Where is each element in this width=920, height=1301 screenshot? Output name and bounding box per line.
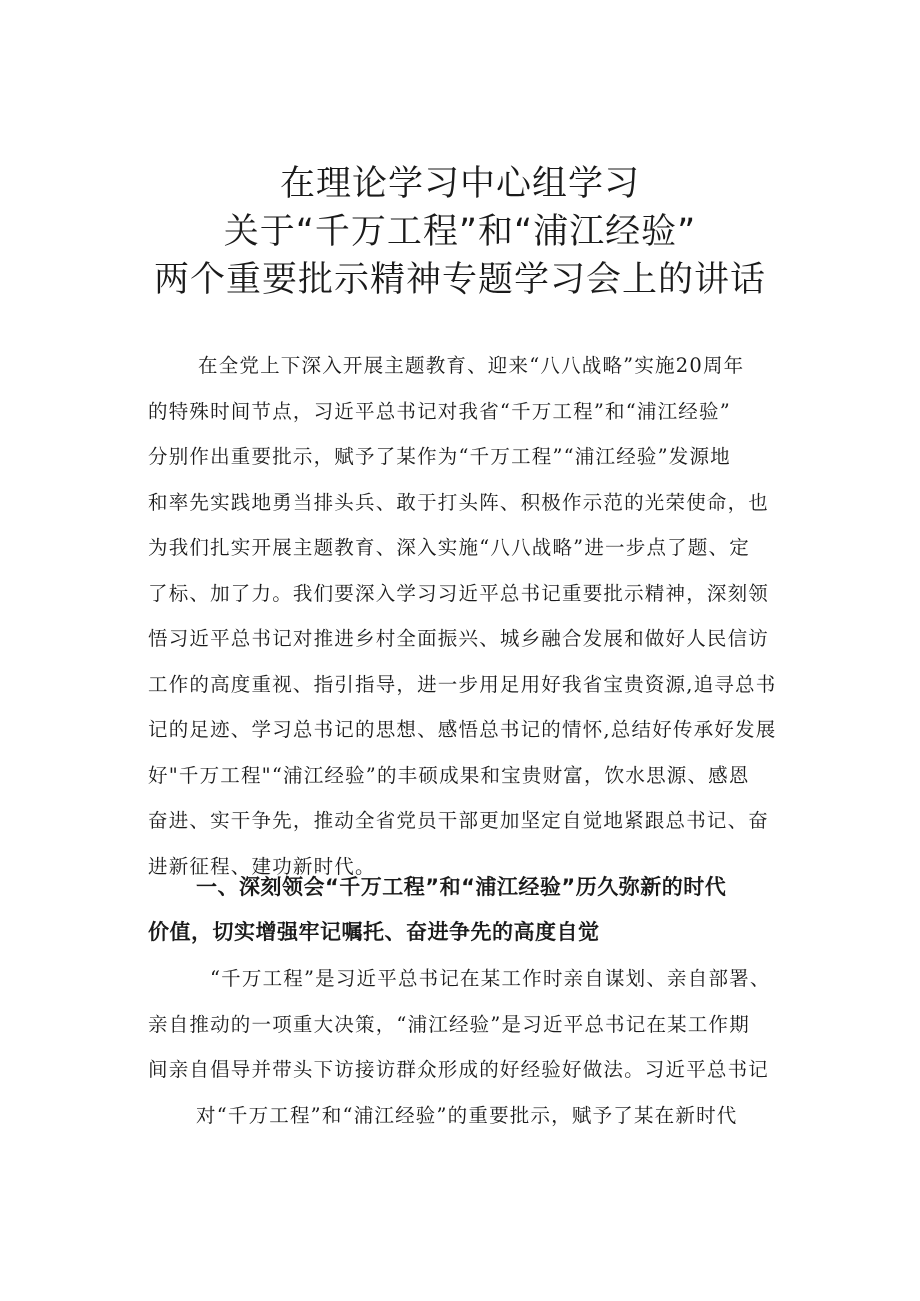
paragraph-line: 好"千万工程"“浦江经验”的丰硕成果和宝贵财富，饮水思源、感恩: [148, 763, 750, 787]
title-line-3: 两个重要批示精神专题学习会上的讲话: [153, 260, 766, 300]
title-line-1: 在理论学习中心组学习: [279, 164, 640, 204]
paragraph-line: 分别作出重要批示，赋予了某作为“千万工程”“浦江经验”发源地: [148, 445, 731, 468]
heading-line: 一、深刻领会“千万工程”和“浦江经验”历久弥新的时代: [196, 875, 727, 899]
heading-line: 价值，切实增强牢记嘱托、奋进争先的高度自觉: [148, 920, 600, 944]
paragraph-line: 了标、加了力。我们要深入学习习近平总书记重要批示精神，深刻领: [148, 581, 770, 605]
paragraph-line: 在全党上下深入开展主题教育、迎来“八八战略”实施20周年: [198, 354, 745, 377]
paragraph-line: 进新征程、建功新时代。: [148, 854, 376, 878]
paragraph-line: 奋进、实干争先，推动全省党员干部更加坚定自觉地紧跟总书记、奋: [148, 809, 770, 832]
paragraph-line: 间亲自倡导并带头下访接访群众形成的好经验好做法。习近平总书记: [148, 1058, 770, 1081]
paragraph-2: [148, 956, 808, 1138]
paragraph-line: “千万工程”是习近平总书记在某工作时亲自谋划、亲自部署、: [210, 967, 771, 990]
section-heading-1: [148, 865, 828, 955]
paragraph-1: [148, 343, 808, 889]
paragraph-line: 悟习近平总书记对推进乡村全面振兴、城乡融合发展和做好人民信访: [148, 627, 770, 650]
paragraph-line: 工作的高度重视、指引指导，进一步用足用好我省宝贵资源,追寻总书: [148, 672, 777, 696]
paragraph-line: 的特殊时间节点，习近平总书记对我省“千万工程”和“浦江经验”: [148, 399, 731, 423]
document-title: [0, 160, 920, 304]
paragraph-line: 为我们扎实开展主题教育、深入实施“八八战略”进一步点了题、定: [148, 536, 750, 559]
title-line-2: 关于“千万工程”和“浦江经验”: [223, 212, 697, 252]
paragraph-line: 亲自推动的一项重大决策，“浦江经验”是习近平总书记在某工作期: [148, 1012, 750, 1036]
paragraph-line: 和率先实践地勇当排头兵、敢于打头阵、积极作示范的光荣使命，也: [148, 490, 770, 514]
paragraph-line: 记的足迹、学习总书记的思想、感悟总书记的情怀,总结好传承好发展: [148, 718, 777, 741]
paragraph-line: 对“千万工程”和“浦江经验”的重要批示，赋予了某在新时代: [196, 1103, 738, 1127]
